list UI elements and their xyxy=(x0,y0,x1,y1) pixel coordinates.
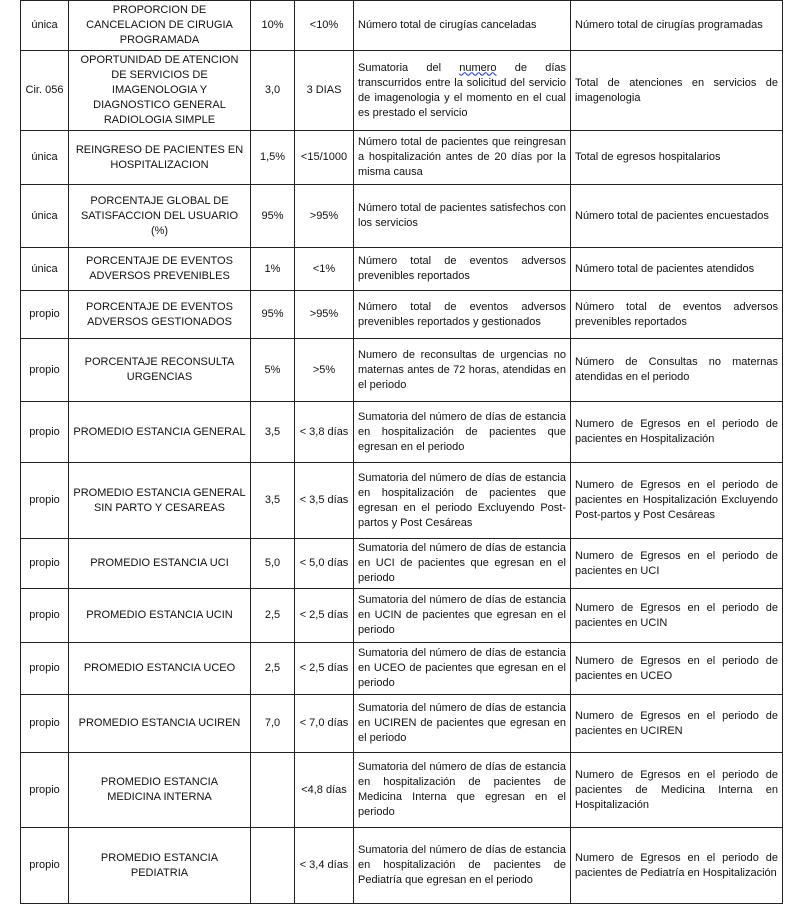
target-cell: < 2,5 días xyxy=(295,589,354,643)
numerator-text-part: Sumatoria del xyxy=(358,61,442,74)
indicator-cell: PROMEDIO ESTANCIA GENERAL SIN PARTO Y CESAREAS xyxy=(69,463,251,539)
numerator-cell: Número total de eventos adversos prevenibles reportados xyxy=(354,248,571,291)
numerator-cell: Sumatoria del número de días de estancia en UCI de pacientes que egresan en el periodo xyxy=(354,539,571,589)
value-cell: 5,0 xyxy=(251,539,295,589)
target-cell: <10% xyxy=(295,1,354,51)
numerator-cell: Número total de pacientes satisfechos con los servicios xyxy=(354,185,571,248)
target-cell: <4,8 días xyxy=(295,753,354,828)
denominator-cell: Número total de eventos adversos prevenibles reportados xyxy=(571,291,783,339)
source-cell: propio xyxy=(21,695,69,753)
denominator-cell: Numero de Egresos en el periodo de pacientes en Hospitalización xyxy=(571,402,783,463)
source-cell: propio xyxy=(21,828,69,904)
source-cell: propio xyxy=(21,539,69,589)
target-cell: < 7,0 días xyxy=(295,695,354,753)
source-cell: Cir. 056 xyxy=(21,51,69,131)
numerator-cell: Sumatoria del número de días de estancia en UCEO de pacientes que egresan en el periodo xyxy=(354,643,571,695)
denominator-cell: Numero de Egresos en el periodo de pacientes en UCIREN xyxy=(571,695,783,753)
denominator-cell: Número total de pacientes encuestados xyxy=(571,185,783,248)
value-cell: 3,5 xyxy=(251,402,295,463)
denominator-cell: Total de egresos hospitalarios xyxy=(571,131,783,185)
source-cell: propio xyxy=(21,291,69,339)
numerator-cell: Sumatoria del número de días de estancia en hospitalización de pacientes de Medicina Interna que egresan en el periodo xyxy=(354,753,571,828)
numerator-text-part: de días transcurridos entre la solicitud del servicio de imagenologia y el momento en el cual es prestado el servicio xyxy=(358,61,566,119)
value-cell xyxy=(251,828,295,904)
numerator-cell: Sumatoria del número de días de estancia en UCIREN de pacientes que egresan en el periodo xyxy=(354,695,571,753)
numerator-cell: Número total de pacientes que reingresan a hospitalización antes de 20 días por la misma causa xyxy=(354,131,571,185)
indicators-table xyxy=(20,0,783,904)
table-row xyxy=(21,131,783,185)
indicator-cell: OPORTUNIDAD DE ATENCION DE SERVICIOS DE IMAGENOLOGIA Y DIAGNOSTICO GENERAL RADIOLOGIA SIMPLE xyxy=(69,51,251,131)
indicator-cell: PORCENTAJE DE EVENTOS ADVERSOS GESTIONADOS xyxy=(69,291,251,339)
denominator-cell: Numero de Egresos en el periodo de pacientes en UCIN xyxy=(571,589,783,643)
source-cell: única xyxy=(21,1,69,51)
denominator-cell: Numero de Egresos en el periodo de pacientes de Pediatría en Hospitalización xyxy=(571,828,783,904)
spelling-flagged-word: numero xyxy=(459,61,497,74)
target-cell: 3 DIAS xyxy=(295,51,354,131)
target-cell: < 3,8 días xyxy=(295,402,354,463)
indicator-cell: PORCENTAJE GLOBAL DE SATISFACCION DEL USUARIO (%) xyxy=(69,185,251,248)
source-cell: propio xyxy=(21,402,69,463)
source-cell: única xyxy=(21,248,69,291)
target-cell: >95% xyxy=(295,185,354,248)
table-row xyxy=(21,539,783,589)
table-row xyxy=(21,695,783,753)
table-row xyxy=(21,248,783,291)
denominator-cell: Numero de Egresos en el periodo de pacientes en UCEO xyxy=(571,643,783,695)
denominator-cell: Numero de Egresos en el periodo de pacientes en Hospitalización Excluyendo Post-partos y Post Cesáreas xyxy=(571,463,783,539)
indicator-cell: PROMEDIO ESTANCIA GENERAL xyxy=(69,402,251,463)
numerator-cell: Sumatoria del número de días de estancia en UCIN de pacientes que egresan en el periodo xyxy=(354,589,571,643)
indicator-cell: PROMEDIO ESTANCIA UCIN xyxy=(69,589,251,643)
table-row xyxy=(21,339,783,402)
denominator-cell: Número total de pacientes atendidos xyxy=(571,248,783,291)
table-row xyxy=(21,643,783,695)
denominator-cell: Total de atenciones en servicios de imagenologia xyxy=(571,51,783,131)
numerator-cell: Numero de reconsultas de urgencias no maternas antes de 72 horas, atendidas en el periodo xyxy=(354,339,571,402)
numerator-cell xyxy=(354,51,571,131)
indicator-cell: PROMEDIO ESTANCIA MEDICINA INTERNA xyxy=(69,753,251,828)
table-row xyxy=(21,402,783,463)
numerator-cell: Sumatoria del número de días de estancia en hospitalización de pacientes que egresan en el periodo xyxy=(354,402,571,463)
indicator-cell: PROMEDIO ESTANCIA PEDIATRIA xyxy=(69,828,251,904)
denominator-cell: Número de Consultas no maternas atendidas en el periodo xyxy=(571,339,783,402)
value-cell: 2,5 xyxy=(251,643,295,695)
table-row xyxy=(21,291,783,339)
indicator-cell: PROPORCION DE CANCELACION DE CIRUGIA PROGRAMADA xyxy=(69,1,251,51)
source-cell: propio xyxy=(21,753,69,828)
target-cell: < 3,5 días xyxy=(295,463,354,539)
table-row xyxy=(21,463,783,539)
target-cell: < 3,4 días xyxy=(295,828,354,904)
indicator-cell: PROMEDIO ESTANCIA UCI xyxy=(69,539,251,589)
value-cell: 95% xyxy=(251,291,295,339)
table-row xyxy=(21,828,783,904)
indicator-cell: PROMEDIO ESTANCIA UCEO xyxy=(69,643,251,695)
source-cell: propio xyxy=(21,643,69,695)
value-cell: 3,5 xyxy=(251,463,295,539)
numerator-cell: Número total de eventos adversos prevenibles reportados y gestionados xyxy=(354,291,571,339)
indicator-cell: PORCENTAJE DE EVENTOS ADVERSOS PREVENIBLES xyxy=(69,248,251,291)
source-cell: propio xyxy=(21,339,69,402)
indicator-cell: PORCENTAJE RECONSULTA URGENCIAS xyxy=(69,339,251,402)
value-cell: 5% xyxy=(251,339,295,402)
target-cell: >5% xyxy=(295,339,354,402)
indicator-cell: REINGRESO DE PACIENTES EN HOSPITALIZACION xyxy=(69,131,251,185)
source-cell: propio xyxy=(21,463,69,539)
table-row xyxy=(21,185,783,248)
value-cell xyxy=(251,753,295,828)
numerator-cell: Sumatoria del número de días de estancia en hospitalización de pacientes que egresan en el periodo Excluyendo Post-partos y Post Cesáreas xyxy=(354,463,571,539)
value-cell: 3,0 xyxy=(251,51,295,131)
value-cell: 95% xyxy=(251,185,295,248)
value-cell: 1% xyxy=(251,248,295,291)
denominator-cell: Numero de Egresos en el periodo de pacientes de Medicina Interna en Hospitalización xyxy=(571,753,783,828)
value-cell: 2,5 xyxy=(251,589,295,643)
source-cell: única xyxy=(21,131,69,185)
source-cell: única xyxy=(21,185,69,248)
target-cell: >95% xyxy=(295,291,354,339)
target-cell: < 5,0 días xyxy=(295,539,354,589)
denominator-cell: Número total de cirugías programadas xyxy=(571,1,783,51)
target-cell: <15/1000 xyxy=(295,131,354,185)
value-cell: 1,5% xyxy=(251,131,295,185)
denominator-cell: Numero de Egresos en el periodo de pacientes en UCI xyxy=(571,539,783,589)
table-row xyxy=(21,1,783,51)
table-row xyxy=(21,51,783,131)
value-cell: 7,0 xyxy=(251,695,295,753)
table-row xyxy=(21,589,783,643)
source-cell: propio xyxy=(21,589,69,643)
numerator-cell: Número total de cirugías canceladas xyxy=(354,1,571,51)
target-cell: < 2,5 días xyxy=(295,643,354,695)
indicator-cell: PROMEDIO ESTANCIA UCIREN xyxy=(69,695,251,753)
numerator-cell: Sumatoria del número de días de estancia en hospitalización de pacientes de Pediatría que egresan en el periodo xyxy=(354,828,571,904)
target-cell: <1% xyxy=(295,248,354,291)
table-row xyxy=(21,753,783,828)
value-cell: 10% xyxy=(251,1,295,51)
